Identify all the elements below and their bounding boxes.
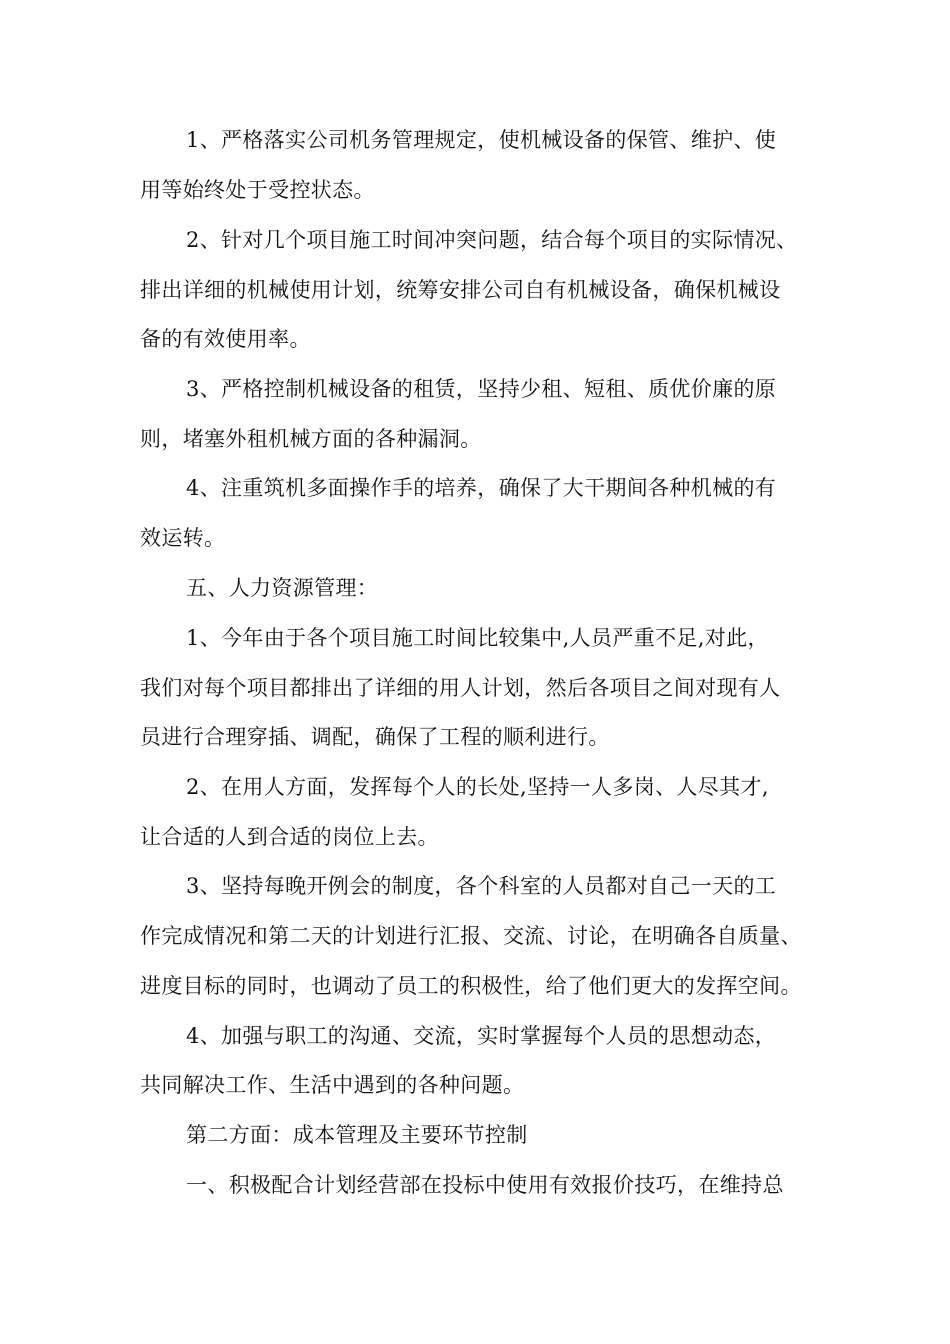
text-line: 让合适的人到合适的岗位上去。: [140, 825, 439, 849]
text-line: 4、加强与职工的沟通、交流，实时掌握每个人员的思想动态，: [186, 1024, 777, 1048]
text-line: 共同解决工作、生活中遇到的各种问题。: [140, 1073, 525, 1097]
text-line: 排出详细的机械使用计划，统筹安排公司自有机械设备，确保机械设: [140, 278, 781, 302]
text-line: 1、严格落实公司机务管理规定，使机械设备的保管、维护、使: [186, 128, 777, 152]
text-line: 员进行合理穿插、调配，确保了工程的顺利进行。: [140, 725, 610, 749]
text-line: 作完成情况和第二天的计划进行汇报、交流、讨论，在明确各自质量、: [140, 924, 802, 948]
text-line: 备的有效使用率。: [140, 327, 311, 351]
text-line: 则，堵塞外租机械方面的各种漏洞。: [140, 427, 482, 451]
text-line: 1、今年由于各个项目施工时间比较集中,人员严重不足,对此，: [186, 626, 769, 650]
text-line: 3、坚持每晚开例会的制度，各个科室的人员都对自己一天的工: [186, 874, 777, 898]
text-line: 2、针对几个项目施工时间冲突问题，结合每个项目的实际情况、: [186, 228, 798, 252]
text-line: 3、严格控制机械设备的租赁，坚持少租、短租、质优价廉的原: [186, 377, 777, 401]
text-line: 我们对每个项目都排出了详细的用人计划，然后各项目之间对现有人: [140, 676, 781, 700]
text-line: 效运转。: [140, 526, 226, 550]
text-line: 一、积极配合计划经营部在投标中使用有效报价技巧，在维持总: [186, 1173, 784, 1197]
text-line: 4、注重筑机多面操作手的培养，确保了大干期间各种机械的有: [186, 476, 777, 500]
text-line: 2、在用人方面，发挥每个人的长处,坚持一人多岗、人尽其才,: [186, 775, 769, 799]
text-line: 进度目标的同时，也调动了员工的积极性，给了他们更大的发挥空间。: [140, 974, 802, 998]
section-heading: 第二方面：成本管理及主要环节控制: [186, 1123, 528, 1147]
text-line: 用等始终处于受控状态。: [140, 178, 375, 202]
section-heading: 五、人力资源管理：: [186, 576, 379, 600]
